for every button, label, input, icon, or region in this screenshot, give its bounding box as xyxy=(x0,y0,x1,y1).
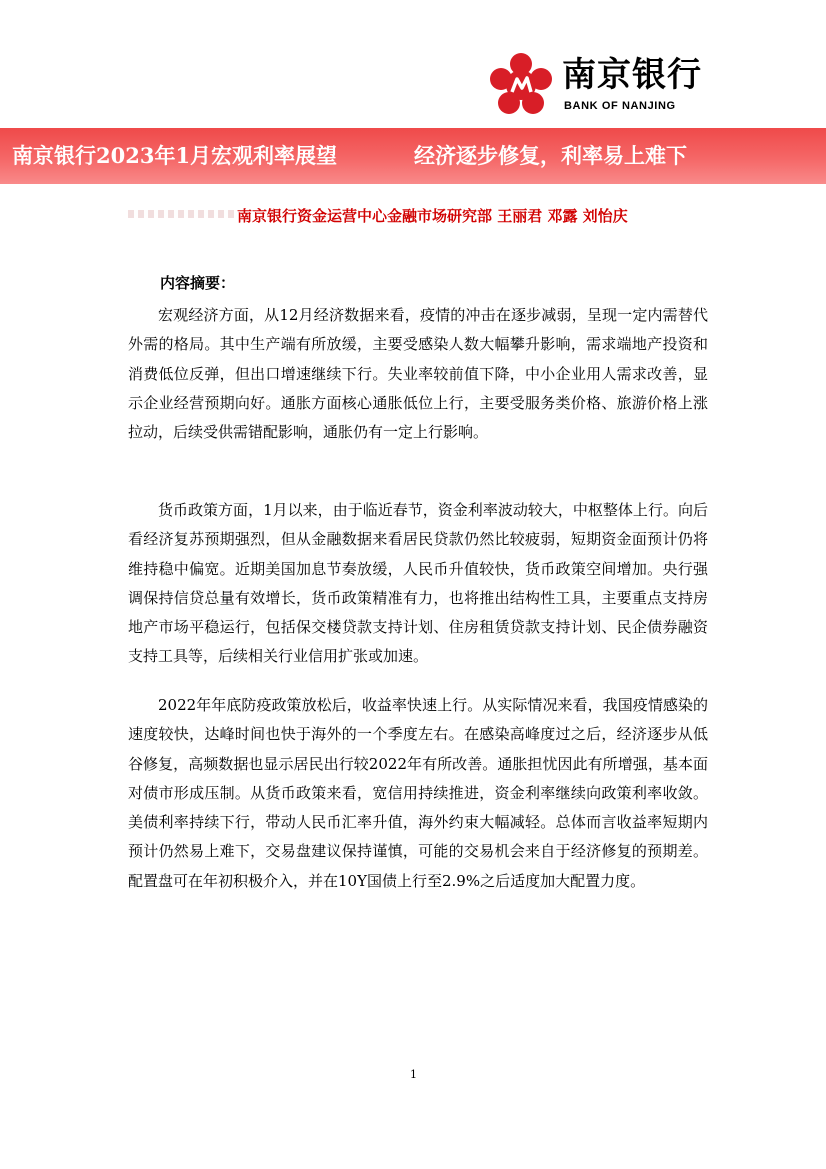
faded-text-decoration xyxy=(128,210,236,218)
bank-logo xyxy=(488,52,708,120)
report-title: 南京银行2023年1月宏观利率展望 xyxy=(12,143,338,168)
page-number: 1 xyxy=(410,1068,417,1081)
summary-paragraph-monetary: 货币政策方面，1月以来，由于临近春节，资金利率波动较大，中枢整体上行。向后看经济复苏预期强烈，但从金融数据来看居民贷款仍然比较疲弱，短期资金面预计仍将维持稳中偏宽。近期美国加息节奏放缓，人民币升值较快，货币政策空间增加。央行强调保持信贷总量有效增长，货币政策精准有力，也将推出结构性工具，主要重点支持房地产市场平稳运行，包括保交楼贷款支持计划、住房租赁贷款支持计划、民企债券融资支持工具等，后续相关行业信用扩张或加速。 xyxy=(128,501,708,666)
author-line: 南京银行资金运营中心金融市场研究部 王丽君 邓露 刘怡庆 xyxy=(237,207,628,225)
summary-paragraph-macro: 宏观经济方面，从12月经济数据来看，疫情的冲击在逐步减弱，呈现一定内需替代外需的格局。其中生产端有所放缓，主要受感染人数大幅攀升影响，需求端地产投资和消费低位反弹，但出口增速继续下行。失业率较前值下降，中小企业用人需求改善，显示企业经营预期向好。通胀方面核心通胀低位上行，主要受服务类价格、旅游价格上涨拉动，后续受供需错配影响，通胀仍有一定上行影响。 xyxy=(128,306,708,442)
summary-heading: 内容摘要： xyxy=(160,274,236,292)
bank-of-nanjing-emblem-icon xyxy=(488,52,554,118)
title-banner xyxy=(0,128,826,184)
report-subtitle: 经济逐步修复，利率易上难下 xyxy=(414,143,687,168)
bank-name-english: BANK OF NANJING xyxy=(564,100,676,112)
bank-name-chinese: 南京银行 xyxy=(562,55,702,95)
summary-paragraph-rates: 2022年年底防疫政策放松后，收益率快速上行。从实际情况来看，我国疫情感染的速度较快，达峰时间也快于海外的一个季度左右。在感染高峰度过之后，经济逐步从低谷修复，高频数据也显示居民出行较2022年有所改善。通胀担忧因此有所增强，基本面对债市形成压制。从货币政策来看，宽信用持续推进，资金利率继续向政策利率收敛。美债利率持续下行，带动人民币汇率升值，海外约束大幅减轻。总体而言收益率短期内预计仍然易上难下，交易盘建议保持谨慎，可能的交易机会来自于经济修复的预期差。配置盘可在年初积极介入，并在10Y国债上行至2.9%之后适度加大配置力度。 xyxy=(128,696,708,890)
